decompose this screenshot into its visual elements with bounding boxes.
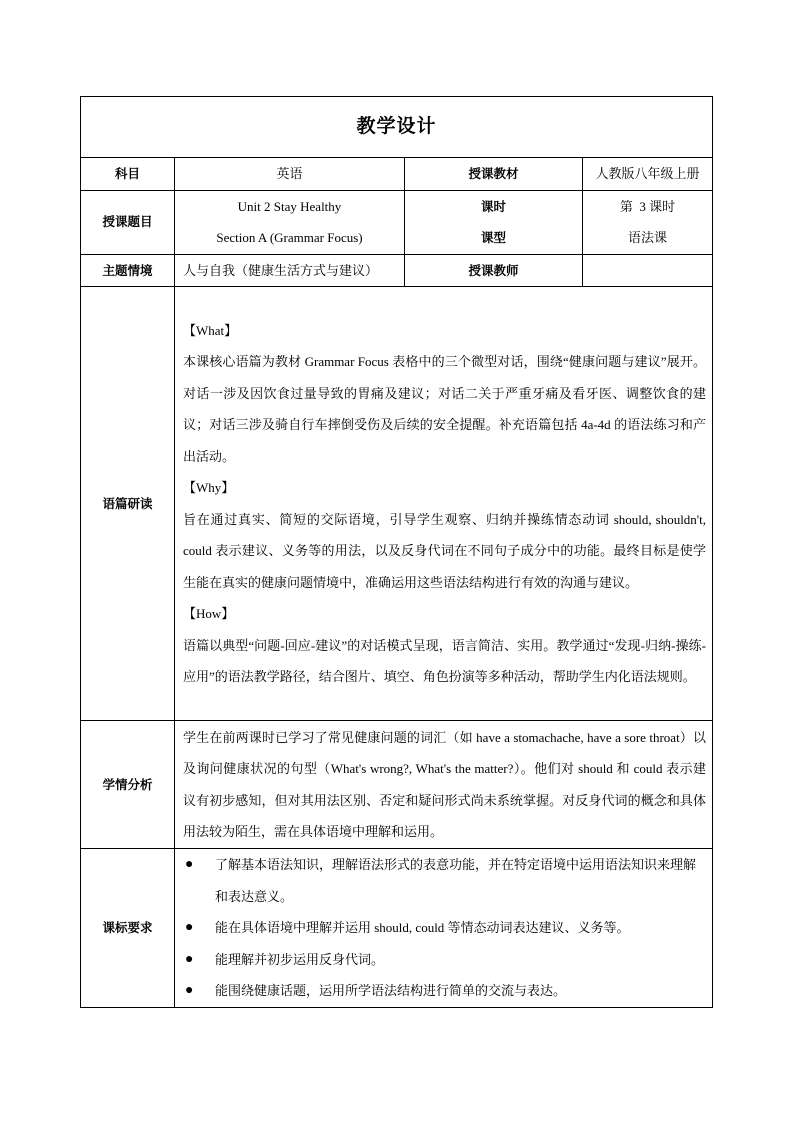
requirement-text: 能围绕健康话题，运用所学语法结构进行简单的交流与表达。: [215, 983, 567, 998]
subject-label: 科目: [81, 158, 175, 191]
list-item: [183, 849, 706, 912]
bullet-icon: ●: [185, 857, 194, 872]
how-heading: 【How】: [183, 606, 235, 621]
how-body: 语篇以典型“问题-回应-建议”的对话模式呈现，语言简洁、实用。教学通过“发现-归纳-操练-应用”的语法教学路径，结合图片、填空、角色扮演等多种活动，帮助学生内化语法规则。: [183, 637, 707, 684]
textbook-value: 人教版八年级上册: [583, 158, 713, 191]
why-body: 旨在通过真实、简短的交际语境，引导学生观察、归纳并操练情态动词 should, shouldn't, could 表示建议、义务等的用法，以及反身代词在不同句子成分中的功能。最终目标是使学生能在真实的健康问题情境中，准确运用这些语法结构进行有效的沟通与建议。: [183, 511, 707, 590]
what-heading: 【What】: [183, 322, 238, 338]
bullet-icon: ●: [185, 983, 194, 998]
period-value: 第 3 课时: [619, 198, 676, 214]
text-study-label: 语篇研读: [81, 287, 175, 721]
learner-analysis-content: 学生在前两课时已学习了常见健康问题的词汇（如 have a stomachache, have a sore throat）以及询问健康状况的句型（What's wrong?, What's the matter?）。他们对 should 和 could 表示建议有初步感知，但对其用法区别、否定和疑问形式尚未系统掌握。对反身代词的概念和具体用法较为陌生，需在具体语境中理解和运用。: [175, 721, 713, 849]
textbook-label: 授课教材: [405, 158, 583, 191]
teacher-value: [583, 254, 713, 287]
text-study-content: [175, 287, 713, 721]
lesson-topic-line-1: Unit 2 Stay Healthy: [237, 198, 342, 214]
learner-analysis-label: 学情分析: [81, 721, 175, 849]
teacher-label: 授课教师: [405, 254, 583, 287]
lesson-plan-table: [80, 96, 713, 1008]
what-body: 本课核心语篇为教材 Grammar Focus 表格中的三个微型对话，围绕“健康问题与建议”展开。对话一涉及因饮食过量导致的胃痛及建议；对话二关于严重牙痛及看牙医、调整饮食的建议；对话三涉及骑自行车摔倒受伤及后续的安全提醒。补充语篇包括 4a-4d 的语法练习和产出活动。: [183, 354, 707, 464]
bullet-icon: ●: [185, 951, 194, 967]
list-item: [183, 912, 706, 944]
lesson-plan-page: [80, 96, 712, 1008]
lesson-type-label: 课型: [480, 230, 506, 245]
lesson-type-value: 语法课: [628, 230, 668, 245]
bullet-icon: ●: [185, 920, 194, 935]
requirement-text: 能理解并初步运用反身代词。: [215, 951, 385, 967]
period-type-labels: [405, 190, 583, 254]
list-item: [183, 944, 706, 976]
period-type-values: [583, 190, 713, 254]
theme-context-label: 主题情境: [81, 254, 175, 287]
period-label: 课时: [480, 198, 506, 214]
subject-value: 英语: [175, 158, 405, 191]
curriculum-requirements-list: [175, 849, 713, 1008]
lesson-topic-line-2: Section A (Grammar Focus): [216, 230, 363, 245]
list-item: [183, 975, 706, 1007]
requirement-text: 能在具体语境中理解并运用 should, could 等情态动词表达建议、义务等。: [215, 920, 630, 935]
why-heading: 【Why】: [183, 480, 235, 495]
requirement-text: 了解基本语法知识，理解语法形式的表意功能，并在特定语境中运用语法知识来理解和表达意义。: [215, 857, 697, 904]
lesson-topic-label: 授课题目: [81, 190, 175, 254]
theme-context-value: 人与自我（健康生活方式与建议）: [175, 254, 405, 287]
document-title: 教学设计: [81, 97, 713, 158]
curriculum-requirements-label: 课标要求: [81, 849, 175, 1008]
lesson-topic-value: [175, 190, 405, 254]
